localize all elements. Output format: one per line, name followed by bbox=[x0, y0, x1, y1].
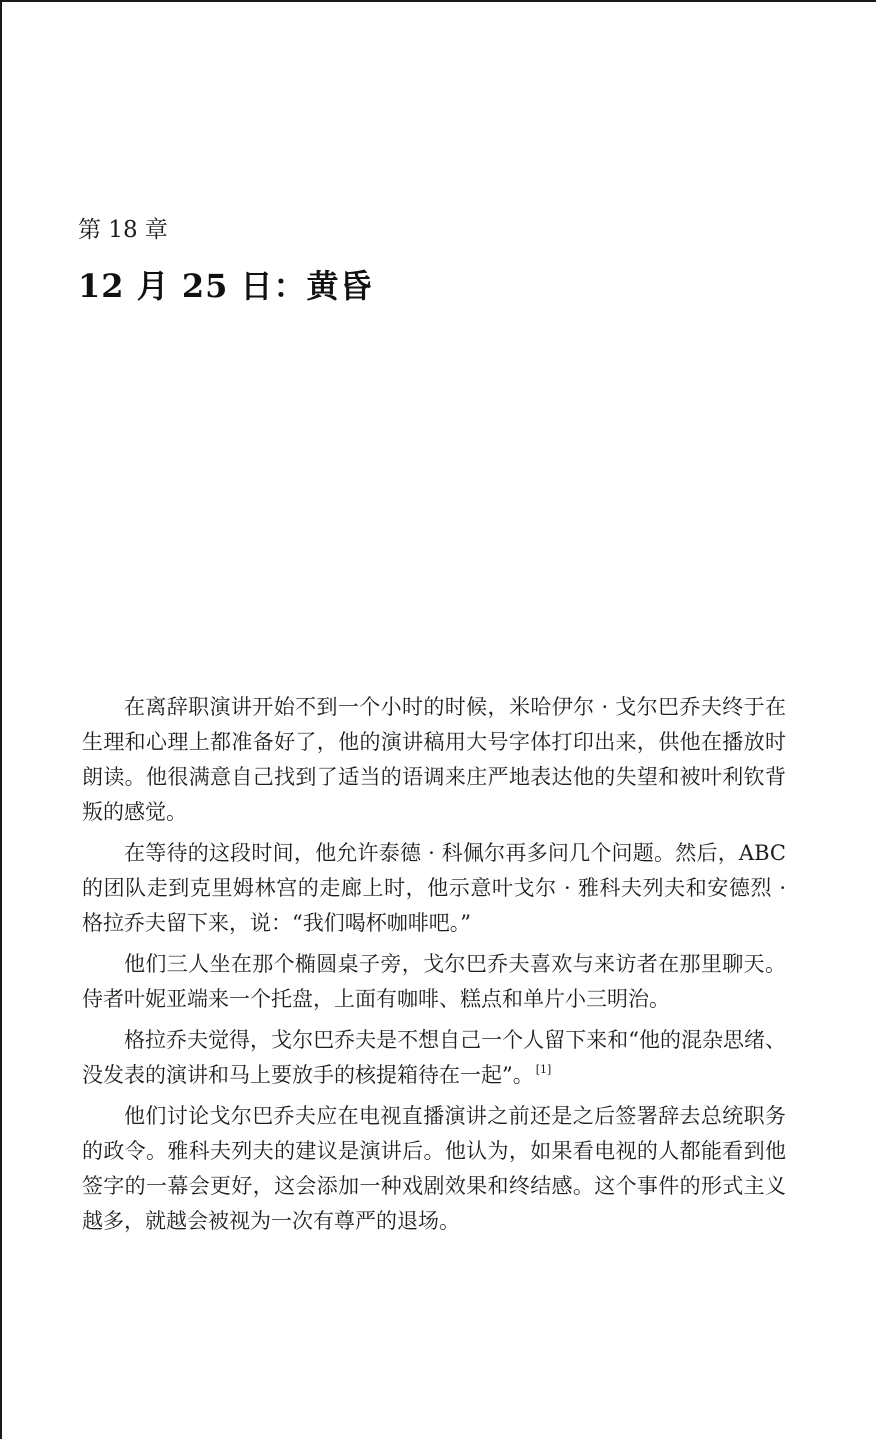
paragraph-1-text: 在离辞职演讲开始不到一个小时的时候，米哈伊尔 · 戈尔巴乔夫终于在生理和心理上都准备好了，他的演讲稿用大号字体打印出来，供他在播放时朗读。他很满意自己找到了适当的语调来庄严地表达他的失望和被叶利钦背叛的感觉。 bbox=[82, 695, 786, 824]
paragraph-4-text: 格拉乔夫觉得，戈尔巴乔夫是不想自己一个人留下来和“他的混杂思绪、没发表的演讲和马上要放手的核提箱待在一起”。 bbox=[82, 1028, 786, 1087]
paragraph-5 bbox=[82, 1099, 786, 1239]
paragraph-2-text: 在等待的这段时间，他允许泰德 · 科佩尔再多问几个问题。然后，ABC 的团队走到克里姆林宫的走廊上时，他示意叶戈尔 · 雅科夫列夫和安德烈 · 格拉乔夫留下来，说：“我们喝杯咖啡吧。” bbox=[82, 841, 786, 935]
footnote-reference[interactable]: [1] bbox=[535, 1063, 552, 1076]
paragraph-2 bbox=[82, 836, 786, 941]
paragraph-5-text: 他们讨论戈尔巴乔夫应在电视直播演讲之前还是之后签署辞去总统职务的政令。雅科夫列夫的建议是演讲后。他认为，如果看电视的人都能看到他签字的一幕会更好，这会添加一种戏剧效果和终结感。这个事件的形式主义越多，就越会被视为一次有尊严的退场。 bbox=[82, 1104, 786, 1233]
chapter-label: 第 18 章 bbox=[78, 217, 168, 243]
paragraph-4 bbox=[82, 1023, 786, 1093]
body-text bbox=[82, 690, 786, 1245]
chapter-title: 12 月 25 日：黄昏 bbox=[78, 267, 373, 305]
paragraph-1 bbox=[82, 690, 786, 830]
paragraph-3 bbox=[82, 947, 786, 1017]
paragraph-3-text: 他们三人坐在那个椭圆桌子旁，戈尔巴乔夫喜欢与来访者在那里聊天。侍者叶妮亚端来一个托盘，上面有咖啡、糕点和单片小三明治。 bbox=[82, 952, 786, 1011]
